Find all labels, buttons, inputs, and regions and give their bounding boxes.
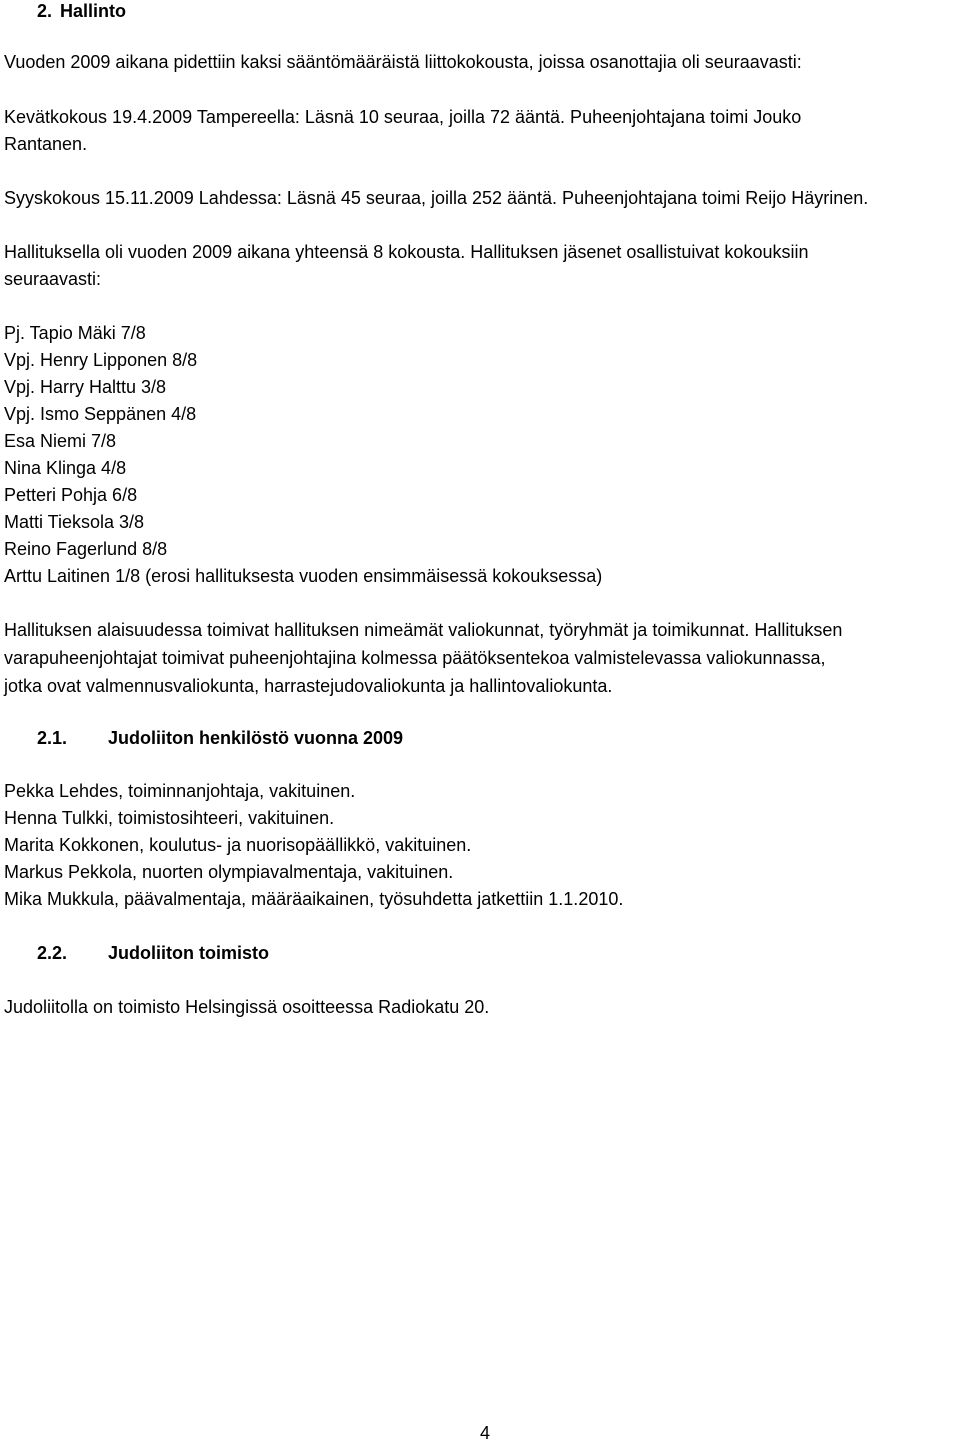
staff-section-number: 2.1. [37,728,68,748]
attendance-item: Arttu Laitinen 1/8 (erosi hallituksesta vuoden ensimmäisessä kokouksessa) [4,566,603,586]
attendance-item: Vpj. Henry Lipponen 8/8 [4,350,198,370]
staff-member: Markus Pekkola, nuorten olympiavalmentaja, vakituinen. [4,862,454,882]
staff-member: Mika Mukkula, päävalmentaja, määräaikainen, työsuhdetta jatkettiin 1.1.2010. [4,889,624,909]
office-section-number: 2.2. [37,943,68,963]
office-section-title: Judoliiton toimisto [108,943,269,963]
attendance-item: Vpj. Harry Halttu 3/8 [4,377,167,397]
office-text: Judoliitolla on toimisto Helsingissä osoitteessa Radiokatu 20. [4,997,490,1017]
committees-line: varapuheenjohtajat toimivat puheenjohtajina kolmessa päätöksentekoa valmistelevassa valiokunnassa, [4,648,826,668]
spring-meeting-line-1: Kevätkokous 19.4.2009 Tampereella: Läsnä 10 seuraa, joilla 72 ääntä. Puheenjohtajana toimi Jouko [4,107,802,127]
section-number: 2. [37,1,53,21]
spring-meeting-line-2: Rantanen. [4,134,88,154]
attendance-item: Matti Tieksola 3/8 [4,512,145,532]
board-meetings-line-2: seuraavasti: [4,269,102,289]
staff-member: Marita Kokkonen, koulutus- ja nuorisopäällikkö, vakituinen. [4,835,472,855]
section-title: Hallinto [60,1,126,21]
staff-section-title: Judoliiton henkilöstö vuonna 2009 [108,728,404,748]
board-meetings-line-1: Hallituksella oli vuoden 2009 aikana yhteensä 8 kokousta. Hallituksen jäsenet osallistuivat kokouksiin [4,242,809,262]
committees-line: Hallituksen alaisuudessa toimivat hallituksen nimeämät valiokunnat, työryhmät ja toimikunnat. Hallituksen [4,620,843,640]
page-number: 4 [480,1423,491,1443]
autumn-meeting: Syyskokous 15.11.2009 Lahdessa: Läsnä 45 seuraa, joilla 252 ääntä. Puheenjohtajana toimi Reijo Häyrinen. [4,188,869,208]
staff-member: Henna Tulkki, toimistosihteeri, vakituinen. [4,808,335,828]
attendance-item: Vpj. Ismo Seppänen 4/8 [4,404,197,424]
attendance-item: Esa Niemi 7/8 [4,431,117,451]
meetings-intro: Vuoden 2009 aikana pidettiin kaksi sääntömääräistä liittokokousta, joissa osanottajia oli seuraavasti: [4,52,802,72]
attendance-item: Petteri Pohja 6/8 [4,485,138,505]
attendance-item: Reino Fagerlund 8/8 [4,539,168,559]
staff-member: Pekka Lehdes, toiminnanjohtaja, vakituinen. [4,781,356,801]
attendance-item: Nina Klinga 4/8 [4,458,127,478]
committees-line: jotka ovat valmennusvaliokunta, harrastejudovaliokunta ja hallintovaliokunta. [4,676,613,696]
attendance-item: Pj. Tapio Mäki 7/8 [4,323,146,343]
